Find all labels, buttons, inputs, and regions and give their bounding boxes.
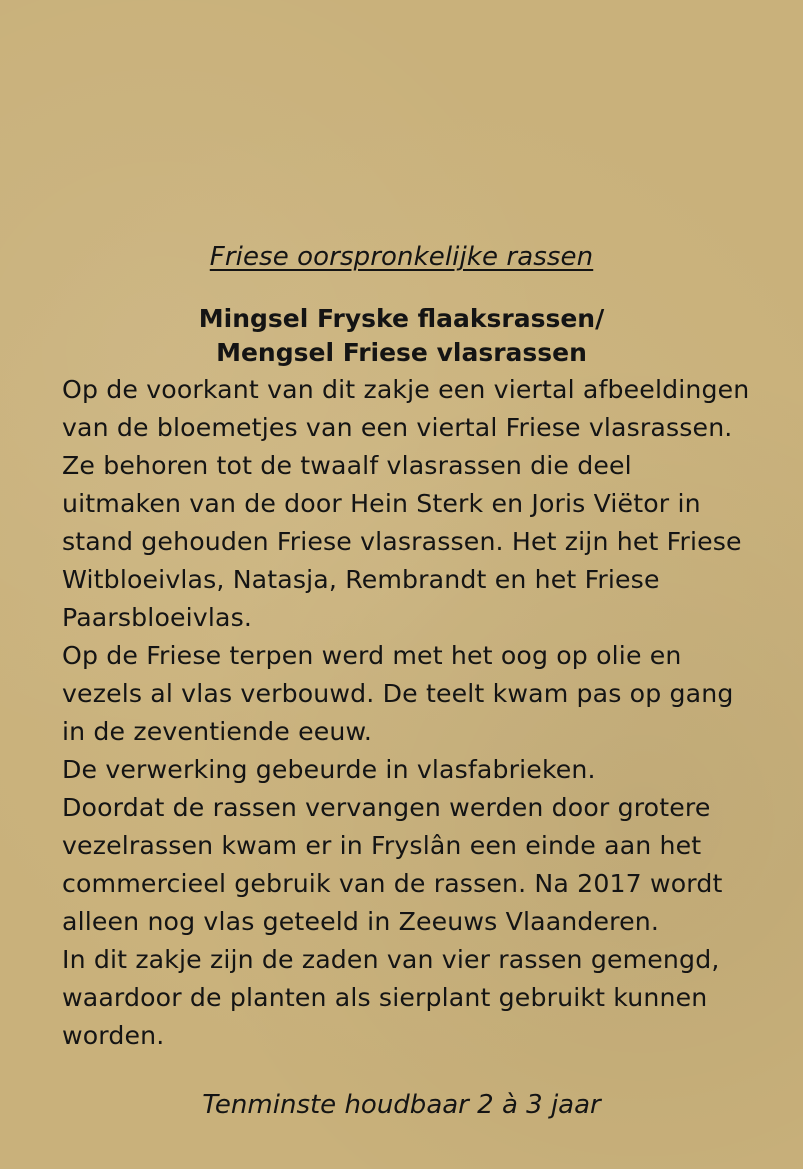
heading-dutch: Mengsel Friese vlasrassen — [216, 338, 587, 367]
heading-frisian: Mingsel Fryske flaaksrassen/ — [198, 304, 605, 333]
paragraph-history: Op de Friese terpen werd met het oog op olie en vezels al vlas verbouwd. De teelt kwam pas op gang in de zeventiende eeuw. — [62, 641, 734, 746]
paragraph-flax-varieties: Op de voorkant van dit zakje een viertal afbeeldingen van de bloemetjes van een viertal Friese vlasrassen. Ze behoren tot de twaalf vlasrassen die deel uitmaken van de door Hein Sterk en Joris Viëtor in stand gehouden Friese vlasrassen. Het zijn het Friese Witbloeivlas, Natasja, Rembrandt en het Friese Paarsbloeivlas. — [62, 375, 750, 632]
subtitle: Friese oorspronkelijke rassen — [209, 242, 594, 272]
shelf-life-note: Tenminste houdbaar 2 à 3 jaar — [202, 1090, 601, 1120]
description — [62, 371, 752, 1055]
heading — [0, 302, 803, 370]
paragraph-decline: Doordat de rassen vervangen werden door grotere vezelrassen kwam er in Fryslân een einde aan het commercieel gebruik van de rassen. Na 2017 wordt alleen nog vlas geteeld in Zeeuws Vlaanderen. — [62, 793, 723, 936]
paragraph-processing: De verwerking gebeurde in vlasfabrieken. — [62, 755, 596, 784]
paragraph-mixture: In dit zakje zijn de zaden van vier rassen gemengd, waardoor de planten als sierplant gebruikt kunnen worden. — [62, 945, 720, 1050]
